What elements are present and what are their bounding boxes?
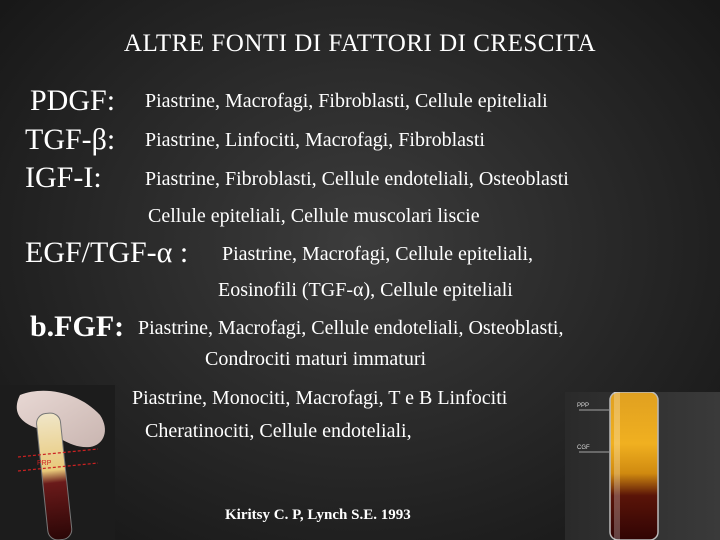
- slide-title: ALTRE FONTI DI FATTORI DI CRESCITA: [123, 30, 597, 57]
- ppp-label: PPP: [577, 403, 590, 409]
- citation: Kiritsy C. P, Lynch S.E. 1993: [225, 507, 411, 523]
- egf-sources-continued: Eosinofili (TGF-α), Cellule epiteliali: [218, 279, 513, 301]
- cgf-tube-photo: [565, 392, 720, 540]
- il1-sources: Piastrine, Monociti, Macrofagi, T e B Linfociti: [132, 387, 508, 409]
- igf-sources: Piastrine, Fibroblasti, Cellule endoteliali, Osteoblasti: [145, 168, 569, 190]
- prp-tube-photo: [0, 385, 115, 540]
- bfgf-label: b.FGF:: [30, 310, 125, 343]
- tgfb-label: TGF-β:: [25, 123, 116, 156]
- pdgf-label: PDGF:: [30, 84, 116, 117]
- egf-label: EGF/TGF-α :: [25, 236, 189, 269]
- tgfb-sources: Piastrine, Linfociti, Macrofagi, Fibroblasti: [145, 129, 485, 151]
- il1-sources-continued: Cheratinociti, Cellule endoteliali,: [145, 420, 412, 442]
- pdgf-sources: Piastrine, Macrofagi, Fibroblasti, Cellule epiteliali: [145, 90, 548, 112]
- bfgf-sources: Piastrine, Macrofagi, Cellule endoteliali, Osteoblasti,: [138, 317, 564, 339]
- igf-sources-continued: Cellule epiteliali, Cellule muscolari liscie: [148, 205, 480, 227]
- cgf-label: CGF: [577, 445, 590, 451]
- igf-label: IGF-I:: [25, 161, 102, 194]
- prp-label: PRP: [37, 460, 52, 467]
- bfgf-sources-continued: Condrociti maturi immaturi: [205, 348, 427, 370]
- egf-sources: Piastrine, Macrofagi, Cellule epiteliali,: [222, 243, 534, 265]
